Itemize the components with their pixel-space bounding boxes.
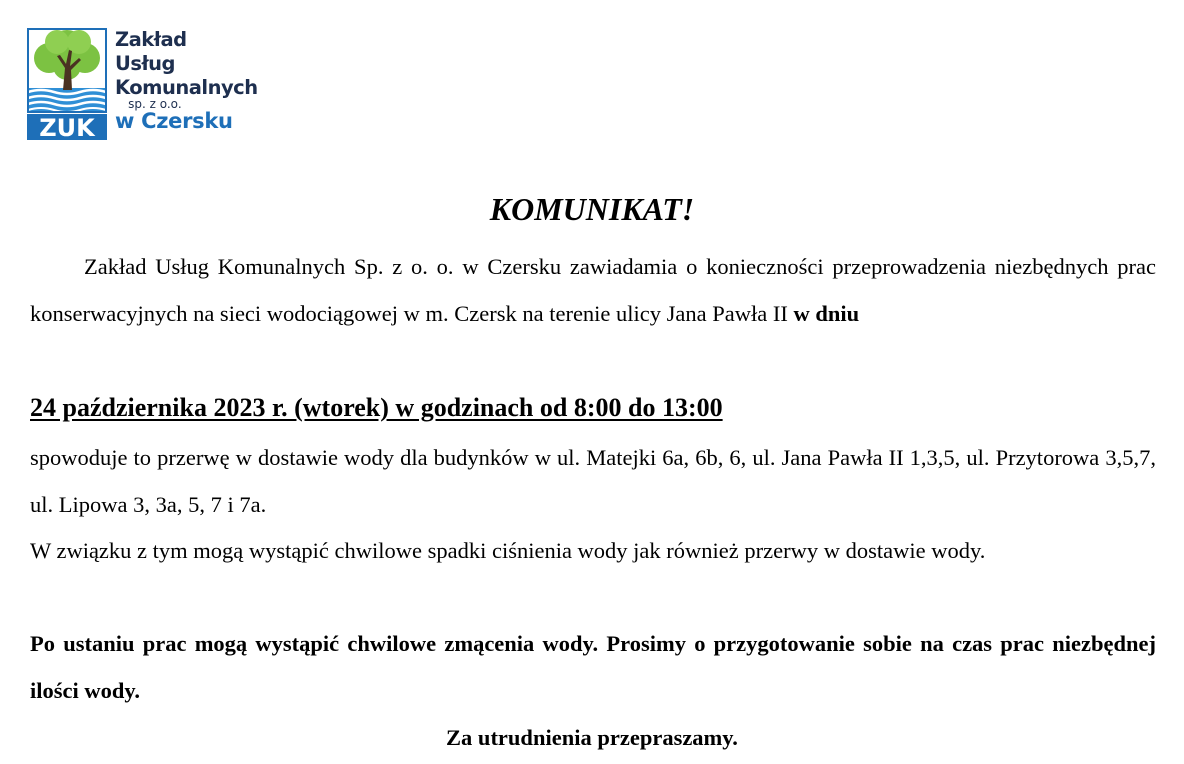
affected-buildings-paragraph: spowoduje to przerwę w dostawie wody dla budynków w ul. Matejki 6a, 6b, 6, ul. Jana Pawła II 1,3,5, ul. Przytorowa 3,5,7, ul. Lipowa 3, 3a, 5, 7 i 7a. (30, 445, 1156, 517)
turbidity-warning-paragraph: Po ustaniu prac mogą wystąpić chwilowe zmącenia wody. Prosimy o przygotowanie sobie na czas prac niezbędnej ilości wody. (30, 631, 1156, 703)
logo-line-2: Usług (115, 52, 176, 75)
logo-city: w Czersku (115, 109, 233, 133)
date-line: 24 października 2023 r. (wtorek) w godzinach od 8:00 do 13:00 (30, 393, 723, 422)
announcement-title: KOMUNIKAT! (489, 191, 695, 227)
pressure-warning-paragraph: W związku z tym mogą wystąpić chwilowe spadki ciśnienia wody jak również przerwy w dostawie wody. (30, 538, 986, 563)
apology-line: Za utrudnienia przepraszamy. (446, 725, 738, 750)
intro-text: Zakład Usług Komunalnych Sp. z o. o. w Czersku zawiadamia o konieczności przeprowadzenia niezbędnych prac konserwacyjnych na sieci wodociągowej w m. Czersk na terenie ulicy Jana Pawła II (30, 254, 1156, 326)
logo-line-1: Zakład (115, 28, 187, 51)
logo-abbr: ZUK (39, 114, 95, 140)
logo-legal-form: sp. z o.o. (128, 97, 182, 111)
intro-paragraph (30, 244, 1156, 337)
tree-water-logo-icon (27, 28, 107, 140)
company-logo (27, 28, 277, 144)
intro-bold-tail: w dniu (793, 300, 860, 326)
logo-wordmark (115, 28, 258, 133)
logo-line-3: Komunalnych (115, 76, 258, 99)
